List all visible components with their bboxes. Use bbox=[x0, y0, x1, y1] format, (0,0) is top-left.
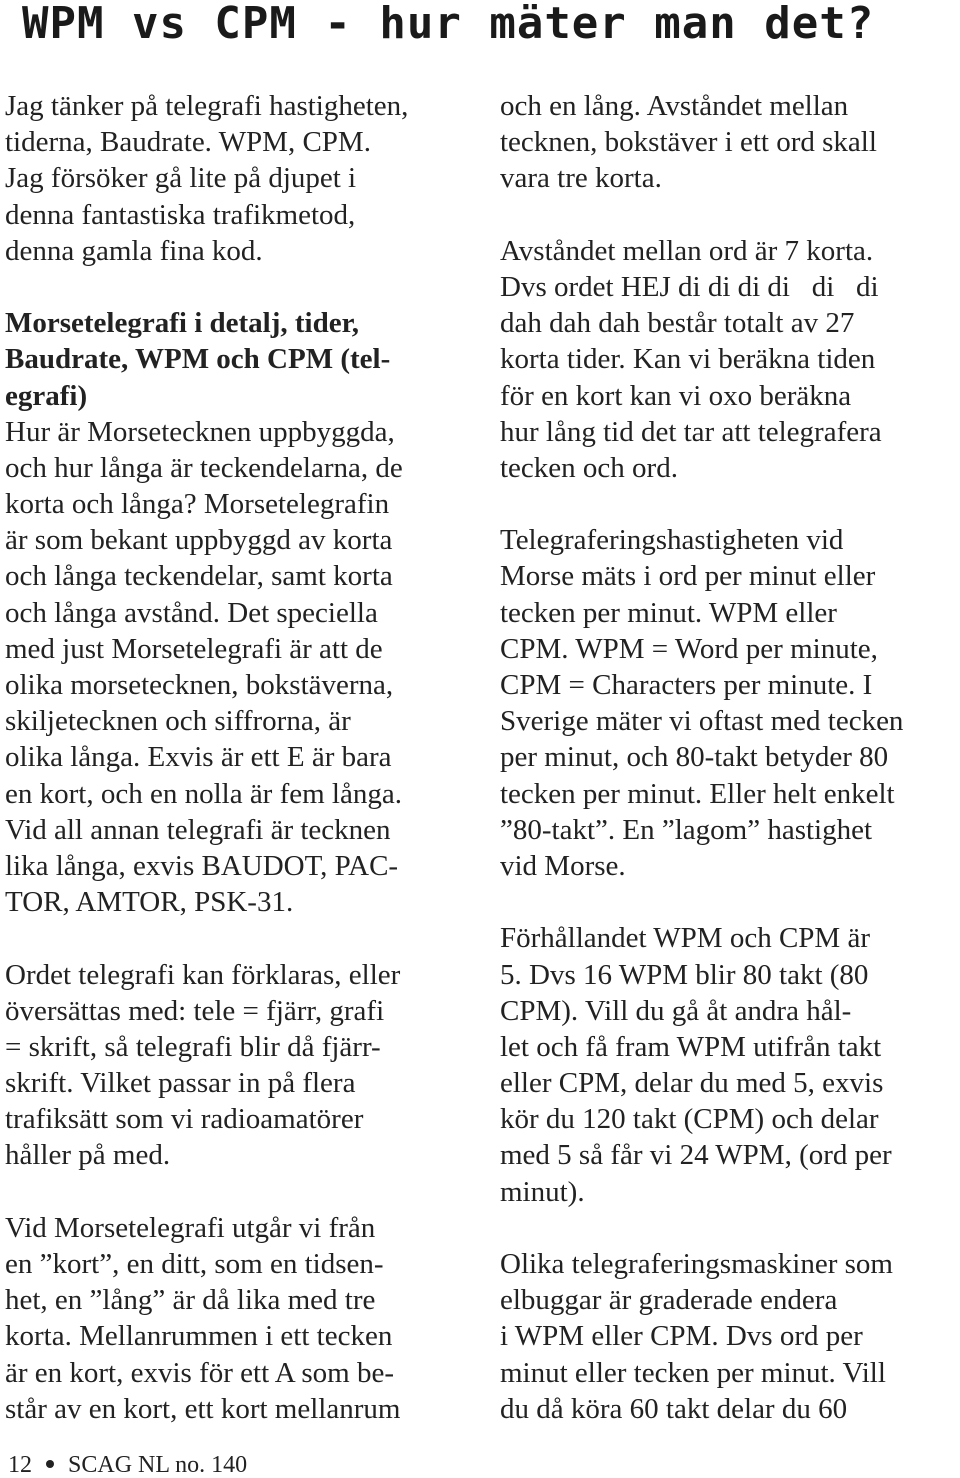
text-line: Morsetelegrafi i detalj, tider, bbox=[5, 307, 360, 340]
text-line: och långa teckendelar, samt korta bbox=[5, 560, 393, 593]
paragraph-break bbox=[500, 884, 960, 920]
text-line: per minut, och 80-takt betyder 80 bbox=[500, 741, 889, 774]
text-line: lika långa, exvis BAUDOT, PAC- bbox=[5, 849, 399, 882]
text-line: med 5 så får vi 24 WPM, (ord per bbox=[500, 1139, 892, 1172]
text-line: olika långa. Exvis är ett E är bara bbox=[5, 741, 392, 774]
text-line: Olika telegraferingsmaskiner som bbox=[500, 1248, 893, 1280]
page-number: 12 bbox=[8, 1452, 32, 1478]
text-line: Vid Morsetelegrafi utgår vi från bbox=[5, 1211, 376, 1244]
text-line: Jag försöker gå lite på djupet i bbox=[5, 162, 357, 195]
text-line: är en kort, exvis för ett A som be- bbox=[5, 1356, 394, 1389]
text-line: tecken och ord. bbox=[500, 451, 678, 484]
text-line: står av en kort, ett kort mellanrum bbox=[5, 1392, 401, 1425]
text-line: skiljetecknen och siffrorna, är bbox=[5, 705, 351, 738]
text-line: CPM). Vill du gå åt andra hål- bbox=[500, 994, 852, 1027]
paragraph-break bbox=[5, 920, 475, 956]
text-line: Hur är Morsetecknen uppbyggda, bbox=[5, 415, 395, 448]
text-line: = skrift, så telegrafi blir då fjärr- bbox=[5, 1030, 381, 1063]
text-line: i WPM eller CPM. Dvs ord per bbox=[500, 1320, 863, 1353]
text-line: skrift. Vilket passar in på flera bbox=[5, 1067, 356, 1100]
text-line: minut eller tecken per minut. Vill bbox=[500, 1356, 886, 1389]
text-line: och långa avstånd. Det speciella bbox=[5, 596, 378, 629]
right-text-column bbox=[500, 88, 960, 1427]
text-line: är som bekant uppbyggd av korta bbox=[5, 524, 393, 557]
text-line: het, en ”lång” är då lika med tre bbox=[5, 1284, 376, 1317]
text-line: och hur långa är teckendelarna, de bbox=[5, 451, 403, 484]
text-line: egrafi) bbox=[5, 379, 88, 412]
text-line: CPM = Characters per minute. I bbox=[500, 669, 873, 701]
text-line: eller CPM, delar du med 5, exvis bbox=[500, 1067, 884, 1100]
left-text-column bbox=[5, 88, 475, 1427]
text-line: tiderna, Baudrate. WPM, CPM. bbox=[5, 126, 371, 159]
text-line: Vid all annan telegrafi är tecknen bbox=[5, 813, 391, 846]
text-line: tecken per minut. Eller helt enkelt bbox=[500, 777, 895, 810]
text-line: Ordet telegrafi kan förklaras, eller bbox=[5, 958, 401, 991]
text-line: trafiksätt som vi radioamatörer bbox=[5, 1103, 364, 1136]
text-line: tecknen, bokstäver i ett ord skall bbox=[500, 126, 877, 159]
text-line: du då köra 60 takt delar du 60 bbox=[500, 1392, 848, 1425]
text-line: vid Morse. bbox=[500, 849, 626, 882]
text-line: Förhållandet WPM och CPM är bbox=[500, 922, 870, 955]
paragraph-break bbox=[5, 1174, 475, 1210]
text-line: Morse mäts i ord per minut eller bbox=[500, 560, 876, 593]
paragraph-break bbox=[500, 1210, 960, 1246]
text-line: tecken per minut. WPM eller bbox=[500, 596, 837, 629]
text-line: denna gamla fina kod. bbox=[5, 234, 263, 267]
text-line: elbuggar är graderade endera bbox=[500, 1284, 838, 1317]
text-line: Sverige mäter vi oftast med tecken bbox=[500, 705, 904, 738]
bullet-dot-icon bbox=[46, 1460, 54, 1468]
paragraph-break bbox=[500, 197, 960, 233]
text-line: håller på med. bbox=[5, 1139, 171, 1172]
text-line: korta tider. Kan vi beräkna tiden bbox=[500, 343, 876, 376]
paragraph-break bbox=[500, 486, 960, 522]
text-line: 5. Dvs 16 WPM blir 80 takt (80 bbox=[500, 958, 869, 991]
text-line: minut). bbox=[500, 1175, 585, 1208]
text-line: hur lång tid det tar att telegrafera bbox=[500, 415, 882, 448]
text-line: en ”kort”, en ditt, som en tidsen- bbox=[5, 1248, 384, 1280]
paragraph-break bbox=[5, 269, 475, 305]
text-line: Dvs ordet HEJ di di di di di di bbox=[500, 270, 879, 303]
text-line: CPM. WPM = Word per minute, bbox=[500, 632, 878, 665]
text-line: vara tre korta. bbox=[500, 162, 662, 195]
text-line: för en kort kan vi oxo beräkna bbox=[500, 379, 852, 412]
text-line: TOR, AMTOR, PSK-31. bbox=[5, 886, 294, 919]
text-line: olika morsetecknen, bokstäverna, bbox=[5, 669, 394, 701]
text-line: korta och långa? Morsetelegrafin bbox=[5, 488, 390, 521]
publication-name: SCAG NL no. 140 bbox=[68, 1452, 248, 1478]
text-line: Baudrate, WPM och CPM (tel- bbox=[5, 343, 391, 376]
text-line: med just Morsetelegrafi är att de bbox=[5, 632, 383, 665]
page-title: WPM vs CPM - hur mäter man det? bbox=[22, 0, 875, 49]
text-line: och en lång. Avståndet mellan bbox=[500, 90, 849, 122]
text-line: let och få fram WPM utifrån takt bbox=[500, 1030, 882, 1063]
text-line: denna fantastiska trafikmetod, bbox=[5, 198, 356, 231]
text-line: korta. Mellanrummen i ett tecken bbox=[5, 1320, 393, 1353]
text-line: ”80-takt”. En ”lagom” hastighet bbox=[500, 813, 873, 846]
text-line: Telegraferingshastigheten vid bbox=[500, 524, 844, 557]
text-line: kör du 120 takt (CPM) och delar bbox=[500, 1103, 879, 1136]
text-line: Avståndet mellan ord är 7 korta. bbox=[500, 234, 874, 267]
page-footer bbox=[8, 1452, 247, 1478]
text-line: dah dah dah består totalt av 27 bbox=[500, 307, 855, 340]
text-line: översättas med: tele = fjärr, grafi bbox=[5, 994, 385, 1027]
text-line: en kort, och en nolla är fem långa. bbox=[5, 777, 402, 810]
text-line: Jag tänker på telegrafi hastigheten, bbox=[5, 90, 409, 122]
